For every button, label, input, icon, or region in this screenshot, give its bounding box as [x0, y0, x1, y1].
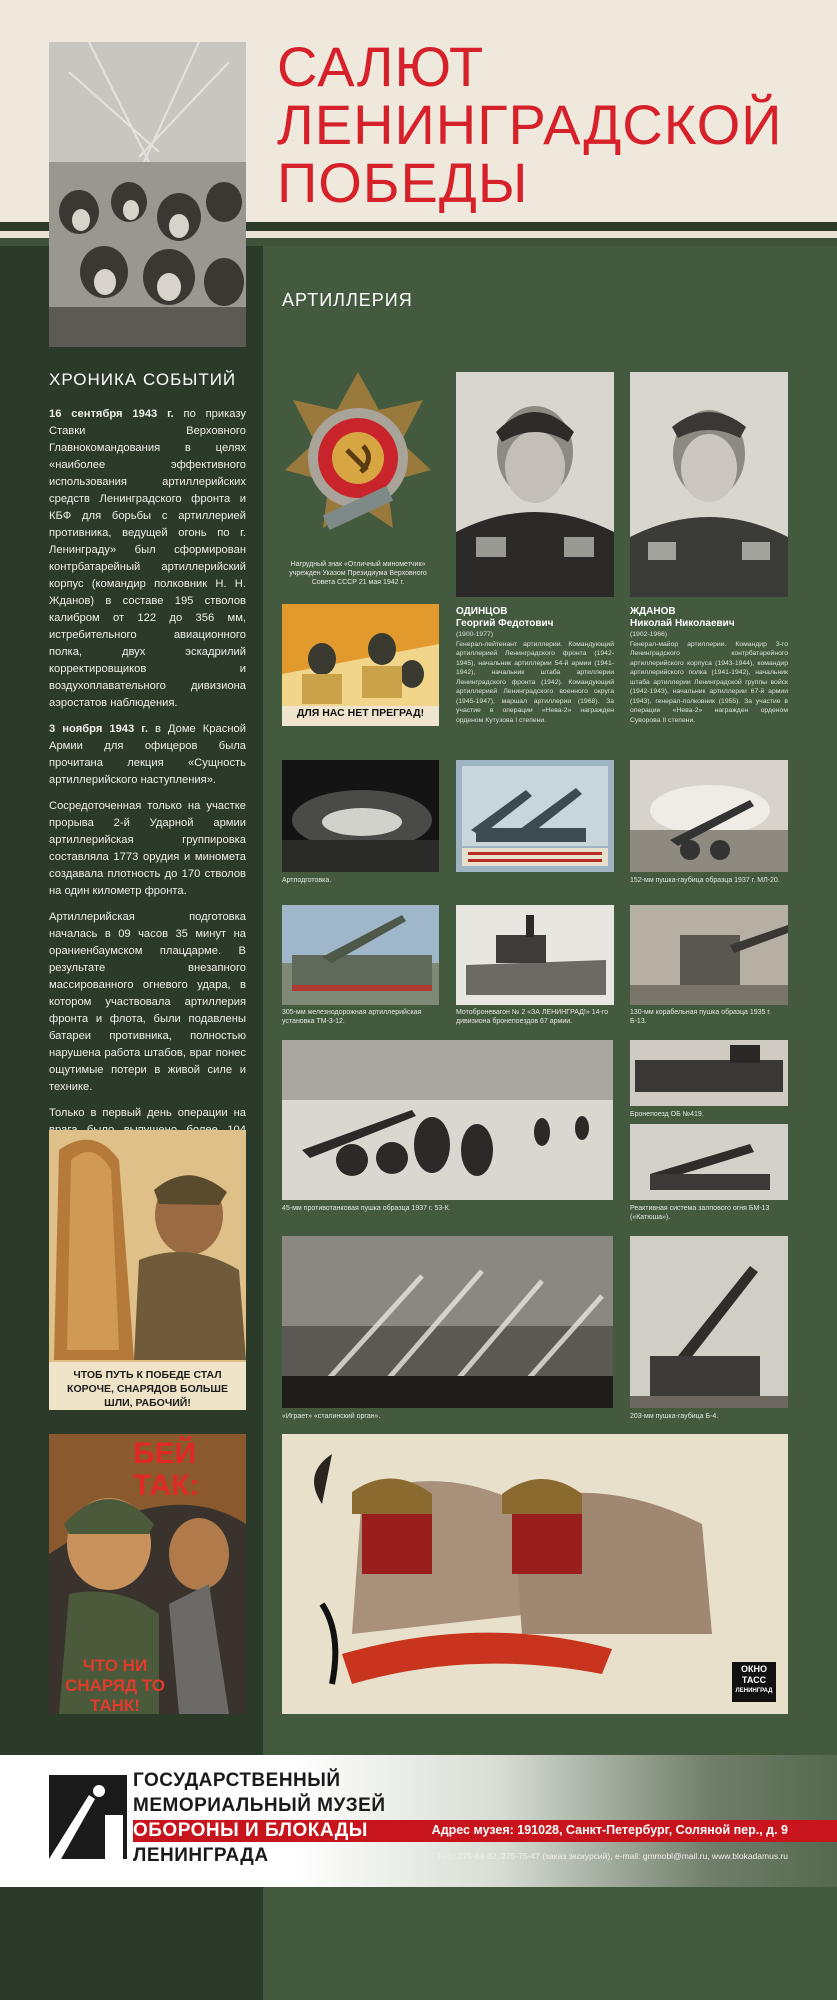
- museum-name-line: ОБОРОНЫ И БЛОКАДЫ: [133, 1820, 368, 1841]
- caption-artillery-prep: Артподготовка.: [282, 877, 332, 884]
- photo-naval-130: [630, 905, 788, 1005]
- photo-railway-305: [282, 905, 439, 1005]
- section-heading: АРТИЛЛЕРИЯ: [282, 290, 413, 310]
- poster-slogan-top: БЕЙ ТАК:: [133, 1437, 200, 1502]
- chronicle-heading: ХРОНИКА СОБЫТИЙ: [49, 370, 237, 389]
- caption-naval-130: 130-мм корабельная пушка образца 1935 г. Б-13.: [630, 1009, 772, 1025]
- page-title-line-3: ПОБЕДЫ: [277, 151, 529, 214]
- poster-shell-worker: [49, 1130, 246, 1410]
- poster-no-obstacles: [282, 604, 439, 726]
- chronicle-paragraph: [49, 406, 246, 712]
- tass-label: [732, 1664, 776, 1697]
- caption-armored-train: Мотоброневагон № 2 «ЗА ЛЕНИНГРАД!» 14-го дивизиона бронепоездов 67 армии.: [456, 1009, 609, 1025]
- museum-logo-icon: [49, 1775, 127, 1859]
- photo-howitzer-203: [630, 1236, 788, 1408]
- poster-slogan-bottom: ЧТО НИ СНАРЯД ТО ТАНК!: [65, 1656, 165, 1714]
- poster-artillery: [456, 760, 614, 872]
- chronicle-date: 16 сентября 1943 г.: [49, 408, 174, 420]
- bio-name: Георгий Федотович: [456, 618, 554, 629]
- bio-zhdanov: [630, 606, 788, 725]
- chronicle-date: 3 ноября 1943 г.: [49, 723, 148, 735]
- portrait-odintsov: [456, 372, 614, 597]
- photo-atgun-45: [282, 1040, 613, 1200]
- bio-text: Генерал-лейтенант артиллерии. Командующий артиллерией Ленинградского фронта (1942-1945), начальник артиллерии 54-й армии (1941-1942), начальник штаба артиллерии Ленинградского фронта (1942). Командующий артиллерией Ленинградского военного округа (1945-1947), маршал артиллерии (1968). За участие в операции «Нева-2» награжден орденом Кутузова I степени.: [456, 640, 614, 724]
- chronicle-paragraph: Только в первый день операции на: [49, 1107, 246, 1119]
- tass-line: ОКНО: [741, 1664, 767, 1674]
- page-title-line-2: ЛЕНИНГРАДСКОЙ: [277, 93, 783, 156]
- chronicle-paragraph: Сосредоточенная только на участке прорыва 2-й Ударной армии артиллерийская группировка составляла 1773 орудия и миномета создавала плотность до 170 стволов на один километр фронта.: [49, 800, 246, 897]
- photo-bm13: [630, 1124, 788, 1200]
- chronicle-paragraph: [49, 721, 246, 789]
- poster-tass-window: [282, 1434, 788, 1714]
- poster-beat-tank: [49, 1434, 246, 1714]
- bio-surname: ЖДАНОВ: [630, 606, 676, 617]
- caption-howitzer-203: 203-мм пушка-гаубица Б-4.: [630, 1413, 719, 1420]
- tass-line: ЛЕНИНГРАД: [735, 1688, 773, 1694]
- bio-years: (1900-1977): [456, 631, 494, 638]
- photo-train-ob: [630, 1040, 788, 1106]
- chronicle-paragraph-text: по приказу Ставки Верховного Главнокомандования в целях «наиболее эффективного использования артиллерийских средств Ленинградского фронта и КБФ для борьбы с артиллерией противника, ведущей огонь по г. Ленинграду» был сформирован контрбатарейный артиллерийский корпус (командир полковник Н. Н. Жданов) в составе 195 стволов калибром от 122 до 356 мм, истребительного авиационного полка, двух эскадрилий корректировщиков и воздухоплавательного дивизиона аэростатов наблюдения.: [49, 408, 246, 709]
- caption-katyusha: «Играет» «сталинский орган».: [282, 1413, 381, 1420]
- museum-name-line: ГОСУДАРСТВЕННЫЙ: [133, 1770, 341, 1791]
- bio-years: (1902-1966): [630, 631, 668, 638]
- poster-slogan: ДЛЯ НАС НЕТ ПРЕГРАД!: [296, 707, 425, 719]
- bio-name: Николай Николаевич: [630, 618, 735, 629]
- badge-image: [283, 370, 433, 550]
- crowd-photo: [49, 42, 246, 347]
- photo-katyusha: [282, 1236, 613, 1408]
- badge-caption: Нагрудный знак «Отличный минометчик» учрежден Указом Президиума Верховного Совета СССР 21 мая 1942 г.: [289, 561, 427, 586]
- photo-howitzer-152: [630, 760, 788, 872]
- caption-howitzer-152: 152-мм пушка-гаубица образца 1937 г. МЛ-20.: [630, 877, 780, 884]
- chronicle-paragraph-text: в Доме Красной Армии для офицеров была прочитана лекция «Сущность артиллерийского наступления».: [49, 723, 246, 786]
- caption-atgun-45: 45-мм противотанковая пушка образца 1937 г. 53-К.: [282, 1205, 451, 1212]
- bio-odintsov: [456, 606, 614, 725]
- chronicle-paragraph: Артиллерийская подготовка началась в 09 часов 35 минут на ораниенбаумском плацдарме. В результате внезапного массированного огневого удара, в котором участвовала артиллерия фронта и флота, были подавлены батареи противника, полностью нарушена работа штабов, враг понес ощутимые потери в живой силе и технике.: [49, 911, 246, 1093]
- tass-line: ТАСС: [741, 1675, 767, 1685]
- poster-slogan: ЧТОБ ПУТЬ К ПОБЕДЕ СТАЛ КОРОЧЕ, СНАРЯДОВ БОЛЬШЕ ШЛИ, РАБОЧИЙ!: [67, 1369, 228, 1409]
- bio-text: Генерал-майор артиллерии. Командир 3-го Ленинградского контрбатарейного артиллерийского корпуса (1943-1944), командир артиллерийского полка (1941-1942), начальник штаба артиллерии Ленинградской группы войск (1942-1943), начальник артиллерии 67-й армии (1943), генерал-полковник (1955). За участие в операции «Нева-2» награжден орденом Суворова II степени.: [630, 640, 788, 724]
- page-title-line-1: САЛЮТ: [277, 35, 485, 98]
- museum-name-line: ЛЕНИНГРАДА: [133, 1845, 269, 1866]
- bio-surname: ОДИНЦОВ: [456, 606, 508, 617]
- museum-contacts: Тел.: 275-84-82, 275-75-47 (заказ экскурсий), e-mail: gmmobl@mail.ru, www.blokadamus.ru: [436, 1851, 788, 1861]
- museum-name-line: МЕМОРИАЛЬНЫЙ МУЗЕЙ: [133, 1795, 386, 1816]
- chronicle-text: [49, 406, 246, 1199]
- portrait-zhdanov: [630, 372, 788, 597]
- photo-artillery-prep: [282, 760, 439, 872]
- caption-railway-305: 305-мм железнодорожная артиллерийская установка ТМ-3-12.: [282, 1009, 422, 1025]
- museum-address: Адрес музея: 191028, Санкт-Петербург, Соляной пер., д. 9: [431, 1823, 788, 1837]
- photo-armored-train: [456, 905, 614, 1005]
- caption-train-ob: Бронепоезд ОБ №419.: [630, 1111, 704, 1118]
- caption-bm13: Реактивная система залпового огня БМ-13 («Катюша»).: [630, 1205, 770, 1221]
